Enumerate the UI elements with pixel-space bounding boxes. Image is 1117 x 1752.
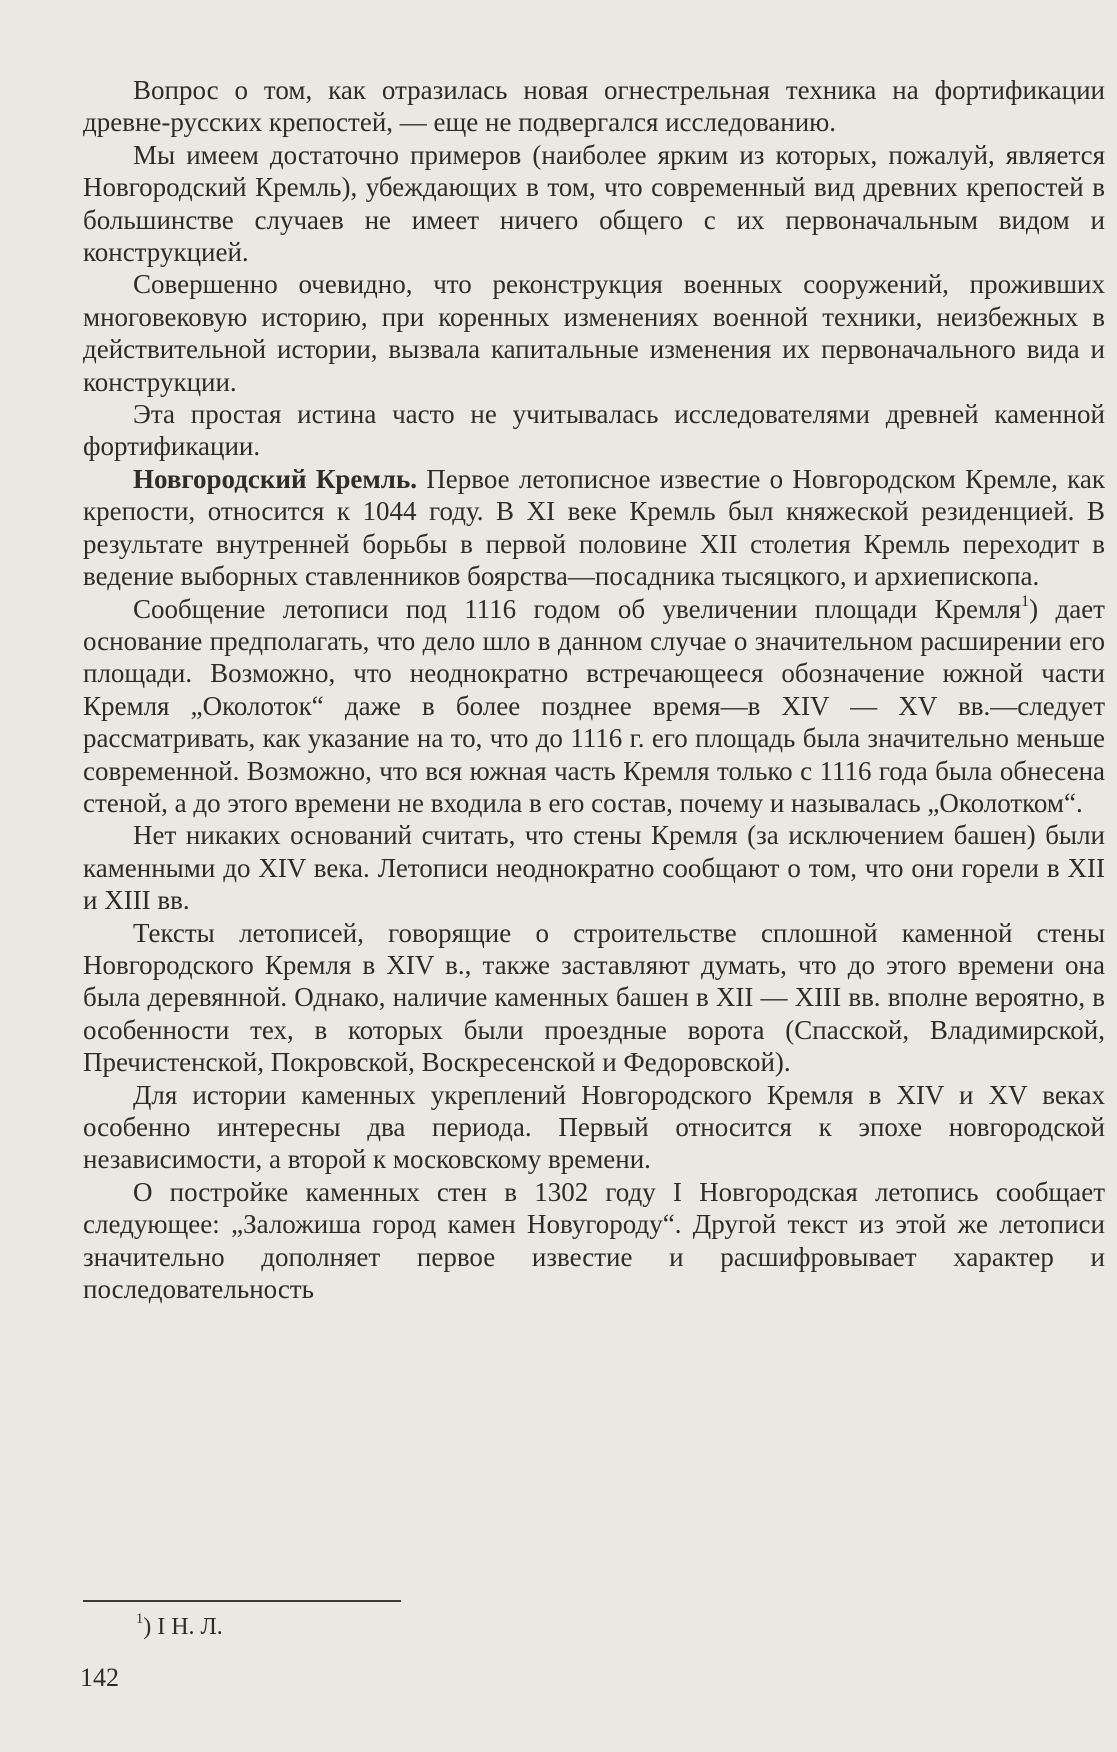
footnote-reference-mark: 1 [1021, 591, 1030, 610]
paragraph-3-text: Совершенно очевидно, что реконструкция военных сооружений, проживших многовековую историю, при коренных изменениях военной техники, неизбежных в действительной истории, вызвала капитальные изменения их первоначального вида и конструкции. [83, 269, 1105, 397]
paragraph-4 [83, 398, 1105, 463]
section-run-in-heading: Новгородский Кремль. [133, 463, 417, 494]
paragraph-4-text: Эта простая истина часто не учитывалась исследователями древней каменной фортификации. [83, 399, 1105, 462]
paragraph-7-text: Нет никаких оснований считать, что стены Кремля (за исключением башен) были каменными до XIV века. Летописи неоднократно сообщают о том, что они горели в XII и XIII вв. [83, 820, 1105, 916]
paragraph-1 [83, 74, 1105, 139]
paragraph-1-text: Вопрос о том, как отразилась новая огнестрельная техника на фортификации древне-русских крепостей, — еще не подвергался исследованию. [83, 75, 1105, 138]
paragraph-8 [83, 917, 1105, 1079]
paragraph-8-text: Тексты летописей, говорящие о строительстве сплошной каменной стены Новгородского Кремля в XIV в., также заставляют думать, что до этого времени она была деревянной. Однако, наличие каменных башен в XII — XIII вв. вполне вероятно, в особенности тех, в которых были проездные ворота (Спасской, Владимирской, Пречистенской, Покровской, Воскресенской и Федоровской). [83, 917, 1105, 1078]
page-number: 142 [80, 1663, 119, 1692]
paragraph-9 [83, 1079, 1105, 1176]
footnote [136, 1612, 223, 1642]
paragraph-2 [83, 139, 1105, 269]
paragraph-2-text: Мы имеем достаточно примеров (наиболее ярким из которых, пожалуй, является Новгородский Кремль), убеждающих в том, что современный вид древних крепостей в большинстве случаев не имеет ничего общего с их первоначальным видом и конструкцией. [83, 139, 1105, 268]
paragraph-7 [83, 819, 1105, 916]
body-text [83, 74, 1105, 1305]
paragraph-9-text: Для истории каменных укреплений Новгородского Кремля в XIV и XV веках особенно интересны два периода. Первый относится к эпохе новгородской независимости, а второй к московскому времени. [83, 1079, 1105, 1175]
paragraph-5-text: Первое летописное известие о Новгородском Кремле, как крепости, относится к 1044 году. В XI веке Кремль был княжеской резиденцией. В результате внутренней борьбы в первой половине XII столетия Кремль переходит в ведение выборных ставленников боярства—посадника тысяцкого, и архиепископа. [83, 463, 1105, 592]
footnote-mark: 1 [136, 1611, 144, 1628]
footnote-text: ) I Н. Л. [143, 1614, 223, 1640]
paragraph-5 [83, 463, 1105, 593]
paragraph-3 [83, 268, 1105, 398]
paragraph-6-text-before-ref: Сообщение летописи под 1116 годом об увеличении площади Кремля [133, 593, 1022, 624]
paragraph-6 [83, 593, 1105, 820]
footnote-divider [83, 1600, 401, 1602]
paragraph-10-text: О постройке каменных стен в 1302 году I Новгородская летопись сообщает следующее: „Заложиша город камен Новугороду“. Другой текст из этой же летописи значительно дополняет первое известие и расшифровывает характер и последовательность [83, 1176, 1105, 1305]
paragraph-6-text-after-ref: ) дает основание предполагать, что дело шло в данном случае о значительном расширении его площади. Возможно, что неоднократно встречающееся обозначение южной части Кремля „Околоток“ даже в более позднее время—в XIV — XV вв.—следует рассматривать, как указание на то, что до 1116 г. его площадь была значительно меньше современной. Возможно, что вся южная часть Кремля только с 1116 года была обнесена стеной, а до этого времени не входила в его состав, почему и называлась „Околотком“. [83, 593, 1105, 818]
paragraph-10 [83, 1176, 1105, 1306]
